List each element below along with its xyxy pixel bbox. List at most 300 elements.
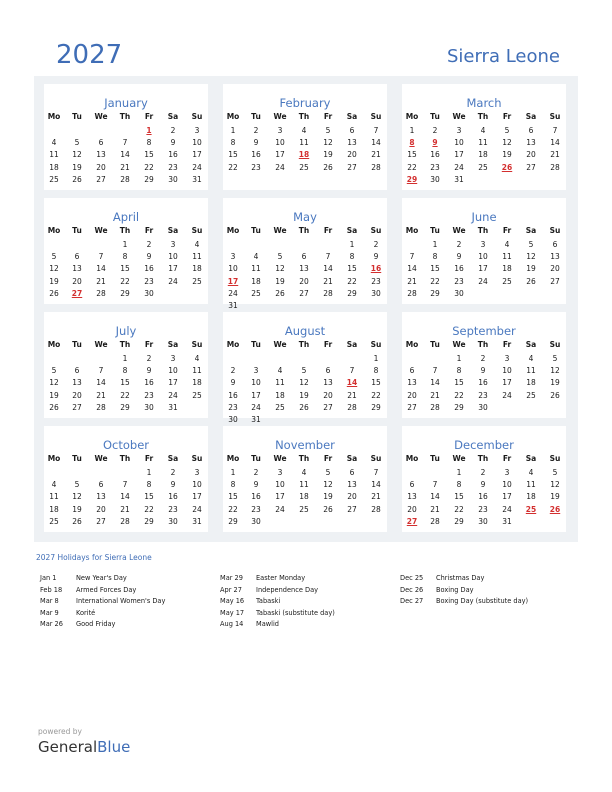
day: 18 bbox=[526, 378, 536, 388]
day: 4 bbox=[504, 240, 510, 249]
holiday-date: Dec 26 bbox=[400, 585, 424, 594]
day: 11 bbox=[478, 138, 488, 148]
weekday-header: Tu bbox=[72, 112, 82, 121]
day: 20 bbox=[407, 390, 417, 400]
day: 9 bbox=[480, 480, 486, 490]
day: 12 bbox=[323, 138, 333, 148]
day: 3 bbox=[277, 468, 283, 477]
day: 24 bbox=[192, 162, 202, 172]
day: 20 bbox=[550, 264, 560, 274]
day: 10 bbox=[192, 138, 202, 148]
weekday-header: Th bbox=[298, 226, 310, 235]
day: 30 bbox=[144, 288, 154, 298]
generalblue-logo bbox=[38, 738, 130, 756]
day: 1 bbox=[432, 240, 438, 249]
day: 16 bbox=[228, 390, 238, 400]
weekday-header: Su bbox=[549, 340, 561, 349]
day: 16 bbox=[168, 150, 178, 160]
day: 16 bbox=[478, 378, 488, 388]
holiday-day: 8 bbox=[409, 138, 415, 148]
day: 1 bbox=[230, 126, 236, 135]
weekday-header: Th bbox=[477, 112, 489, 121]
holiday-day: 17 bbox=[227, 276, 239, 286]
month-may bbox=[223, 198, 387, 310]
day: 29 bbox=[120, 402, 130, 412]
day: 29 bbox=[144, 174, 154, 184]
holiday-name: Mawlid bbox=[256, 620, 279, 628]
day: 6 bbox=[409, 480, 415, 490]
day: 8 bbox=[456, 366, 462, 376]
weekday-header: Th bbox=[119, 340, 131, 349]
day: 17 bbox=[478, 264, 488, 274]
day: 30 bbox=[228, 415, 238, 424]
day: 18 bbox=[275, 390, 285, 400]
weekday-header: Fr bbox=[323, 454, 333, 463]
day: 24 bbox=[275, 504, 285, 514]
day: 12 bbox=[526, 252, 536, 262]
weekday-header: Su bbox=[549, 226, 561, 235]
day: 4 bbox=[253, 252, 259, 262]
day: 4 bbox=[51, 480, 57, 490]
day: 25 bbox=[275, 402, 285, 412]
day: 30 bbox=[144, 402, 154, 412]
weekday-header: Tu bbox=[251, 226, 261, 235]
day: 16 bbox=[144, 264, 154, 274]
holiday-date: Apr 27 bbox=[220, 585, 242, 594]
day: 1 bbox=[409, 126, 415, 135]
weekday-header: Th bbox=[477, 454, 489, 463]
holiday-day: 1 bbox=[146, 126, 152, 135]
day: 12 bbox=[49, 378, 59, 388]
day: 28 bbox=[407, 288, 417, 298]
day: 27 bbox=[323, 402, 333, 412]
weekday-header: Sa bbox=[525, 454, 537, 463]
day: 23 bbox=[478, 504, 488, 514]
day: 29 bbox=[454, 516, 464, 526]
day: 11 bbox=[251, 264, 261, 274]
weekday-header: Mo bbox=[226, 454, 240, 463]
day: 19 bbox=[299, 390, 309, 400]
day: 5 bbox=[74, 480, 80, 490]
day: 24 bbox=[275, 162, 285, 172]
day: 10 bbox=[275, 480, 285, 490]
day: 12 bbox=[72, 492, 82, 502]
day: 8 bbox=[230, 138, 236, 148]
weekday-header: Tu bbox=[430, 454, 440, 463]
day: 8 bbox=[432, 252, 438, 262]
day: 4 bbox=[51, 138, 57, 148]
brand-general: General bbox=[38, 738, 98, 756]
day: 20 bbox=[407, 504, 417, 514]
day: 4 bbox=[528, 468, 534, 477]
day: 8 bbox=[146, 480, 152, 490]
day: 18 bbox=[49, 162, 59, 172]
day: 6 bbox=[325, 366, 331, 376]
day: 26 bbox=[323, 504, 333, 514]
weekday-header: Fr bbox=[502, 454, 512, 463]
day: 17 bbox=[168, 264, 178, 274]
weekday-header: Sa bbox=[346, 454, 358, 463]
day: 28 bbox=[430, 516, 440, 526]
day: 26 bbox=[49, 402, 59, 412]
day: 13 bbox=[526, 138, 536, 148]
day: 15 bbox=[454, 492, 464, 502]
day: 4 bbox=[194, 240, 200, 249]
day: 30 bbox=[251, 516, 261, 526]
month-march bbox=[402, 84, 566, 190]
day: 29 bbox=[144, 516, 154, 526]
day: 16 bbox=[251, 150, 261, 160]
day: 12 bbox=[550, 480, 560, 490]
month-name: December bbox=[454, 438, 514, 452]
weekday-header: Mo bbox=[405, 340, 419, 349]
holiday-date: Aug 14 bbox=[220, 620, 244, 628]
day: 25 bbox=[49, 174, 59, 184]
day: 28 bbox=[371, 162, 381, 172]
weekday-header: Fr bbox=[502, 112, 512, 121]
day: 2 bbox=[170, 468, 176, 477]
day: 5 bbox=[74, 138, 80, 148]
day: 30 bbox=[430, 174, 440, 184]
day: 28 bbox=[430, 402, 440, 412]
weekday-header: We bbox=[273, 340, 287, 349]
day: 23 bbox=[144, 276, 154, 286]
day: 6 bbox=[98, 138, 104, 148]
day: 8 bbox=[146, 138, 152, 148]
day: 15 bbox=[144, 150, 154, 160]
day: 15 bbox=[347, 264, 357, 274]
day: 22 bbox=[430, 276, 440, 286]
weekday-header: Fr bbox=[502, 340, 512, 349]
day: 26 bbox=[526, 276, 536, 286]
day: 20 bbox=[347, 150, 357, 160]
day: 9 bbox=[170, 138, 176, 148]
day: 7 bbox=[349, 366, 355, 376]
day: 20 bbox=[299, 276, 309, 286]
day: 7 bbox=[325, 252, 331, 262]
weekday-header: Mo bbox=[47, 454, 61, 463]
day: 30 bbox=[454, 288, 464, 298]
day: 1 bbox=[456, 468, 462, 477]
day: 29 bbox=[371, 402, 381, 412]
day: 2 bbox=[456, 240, 462, 249]
day: 2 bbox=[253, 468, 259, 477]
day: 7 bbox=[98, 366, 104, 376]
weekday-header: Su bbox=[549, 454, 561, 463]
day: 6 bbox=[349, 126, 355, 135]
holiday-day: 26 bbox=[501, 162, 513, 172]
day: 1 bbox=[349, 240, 355, 249]
powered-by-label: powered by bbox=[38, 727, 82, 736]
day: 4 bbox=[277, 366, 283, 376]
day: 14 bbox=[371, 138, 381, 148]
day: 17 bbox=[251, 390, 261, 400]
day: 16 bbox=[168, 492, 178, 502]
day: 12 bbox=[502, 138, 512, 148]
day: 13 bbox=[299, 264, 309, 274]
weekday-header: Su bbox=[370, 340, 382, 349]
day: 27 bbox=[347, 162, 357, 172]
weekday-header: Th bbox=[119, 112, 131, 121]
day: 22 bbox=[120, 390, 130, 400]
day: 11 bbox=[49, 150, 59, 160]
holiday-date: Mar 8 bbox=[40, 597, 59, 605]
weekday-header: Th bbox=[298, 112, 310, 121]
day: 8 bbox=[122, 366, 128, 376]
day: 23 bbox=[168, 162, 178, 172]
day: 20 bbox=[347, 492, 357, 502]
day: 24 bbox=[478, 276, 488, 286]
day: 28 bbox=[96, 288, 106, 298]
day: 7 bbox=[373, 126, 379, 135]
day: 8 bbox=[122, 252, 128, 262]
day: 12 bbox=[550, 366, 560, 376]
day: 5 bbox=[528, 240, 534, 249]
weekday-header: Fr bbox=[144, 112, 154, 121]
day: 14 bbox=[120, 492, 130, 502]
day: 20 bbox=[72, 276, 82, 286]
weekday-header: Fr bbox=[144, 454, 154, 463]
day: 5 bbox=[301, 366, 307, 376]
day: 16 bbox=[144, 378, 154, 388]
day: 4 bbox=[301, 468, 307, 477]
day: 21 bbox=[430, 504, 440, 514]
day: 29 bbox=[347, 288, 357, 298]
day: 28 bbox=[96, 402, 106, 412]
month-name: November bbox=[275, 438, 335, 452]
weekday-header: Tu bbox=[72, 454, 82, 463]
day: 25 bbox=[192, 390, 202, 400]
holiday-day: 29 bbox=[406, 174, 418, 184]
day: 21 bbox=[371, 150, 381, 160]
weekday-header: Fr bbox=[323, 226, 333, 235]
day: 12 bbox=[49, 264, 59, 274]
holiday-name: Independence Day bbox=[256, 585, 319, 594]
day: 10 bbox=[275, 138, 285, 148]
day: 28 bbox=[347, 402, 357, 412]
weekday-header: We bbox=[273, 454, 287, 463]
calendar-grid bbox=[34, 76, 578, 542]
day: 13 bbox=[72, 264, 82, 274]
weekday-header: Th bbox=[298, 340, 310, 349]
day: 30 bbox=[478, 516, 488, 526]
day: 13 bbox=[407, 378, 417, 388]
weekday-header: Fr bbox=[144, 340, 154, 349]
day: 23 bbox=[251, 162, 261, 172]
weekday-header: Tu bbox=[72, 226, 82, 235]
weekday-header: Sa bbox=[525, 226, 537, 235]
day: 5 bbox=[51, 252, 57, 262]
day: 10 bbox=[192, 480, 202, 490]
weekday-header: Th bbox=[477, 340, 489, 349]
day: 9 bbox=[253, 480, 259, 490]
day: 10 bbox=[454, 138, 464, 148]
day: 23 bbox=[371, 276, 381, 286]
day: 24 bbox=[168, 390, 178, 400]
weekday-header: Su bbox=[191, 340, 203, 349]
day: 11 bbox=[192, 252, 202, 262]
weekday-header: Su bbox=[549, 112, 561, 121]
day: 1 bbox=[146, 468, 152, 477]
day: 21 bbox=[347, 390, 357, 400]
day: 28 bbox=[550, 162, 560, 172]
holiday-date: Dec 25 bbox=[400, 574, 424, 582]
day: 16 bbox=[430, 150, 440, 160]
day: 23 bbox=[144, 390, 154, 400]
holiday-name: Armed Forces Day bbox=[76, 585, 137, 594]
day: 3 bbox=[253, 366, 259, 376]
day: 29 bbox=[120, 288, 130, 298]
day: 19 bbox=[323, 492, 333, 502]
weekday-header: Sa bbox=[346, 226, 358, 235]
weekday-header: Fr bbox=[144, 226, 154, 235]
day: 24 bbox=[251, 402, 261, 412]
day: 5 bbox=[552, 468, 558, 477]
day: 2 bbox=[480, 468, 486, 477]
day: 15 bbox=[407, 150, 417, 160]
day: 10 bbox=[168, 366, 178, 376]
holiday-name: International Women's Day bbox=[76, 597, 166, 605]
brand-blue: Blue bbox=[97, 738, 131, 756]
day: 13 bbox=[550, 252, 560, 262]
month-june bbox=[402, 198, 566, 304]
month-december bbox=[402, 426, 566, 532]
weekday-header: Sa bbox=[525, 112, 537, 121]
holiday-date: Dec 27 bbox=[400, 597, 424, 605]
day: 17 bbox=[275, 492, 285, 502]
holiday-day: 9 bbox=[432, 138, 438, 148]
day: 10 bbox=[228, 264, 238, 274]
weekday-header: Su bbox=[191, 226, 203, 235]
day: 25 bbox=[49, 516, 59, 526]
day: 5 bbox=[552, 354, 558, 363]
day: 10 bbox=[168, 252, 178, 262]
day: 26 bbox=[550, 390, 560, 400]
month-name: June bbox=[471, 210, 497, 224]
weekday-header: We bbox=[452, 226, 466, 235]
month-name: April bbox=[112, 210, 140, 224]
day: 9 bbox=[253, 138, 259, 148]
holiday-date: Mar 9 bbox=[40, 608, 59, 617]
day: 21 bbox=[323, 276, 333, 286]
day: 19 bbox=[502, 150, 512, 160]
day: 2 bbox=[230, 366, 236, 376]
day: 21 bbox=[550, 150, 560, 160]
day: 27 bbox=[526, 162, 536, 172]
day: 22 bbox=[228, 504, 238, 514]
weekday-header: Sa bbox=[167, 226, 179, 235]
day: 6 bbox=[98, 480, 104, 490]
holiday-day: 14 bbox=[346, 378, 358, 388]
day: 3 bbox=[230, 252, 236, 262]
holiday-name: Korité bbox=[76, 608, 96, 617]
day: 2 bbox=[373, 240, 379, 249]
weekday-header: Mo bbox=[405, 226, 419, 235]
holiday-name: Tabaski bbox=[256, 597, 281, 605]
day: 15 bbox=[430, 264, 440, 274]
holiday-date: Mar 29 bbox=[220, 574, 243, 582]
holiday-date: Jan 1 bbox=[40, 574, 57, 582]
day: 15 bbox=[144, 492, 154, 502]
day: 27 bbox=[96, 516, 106, 526]
holiday-day: 26 bbox=[549, 504, 561, 514]
day: 16 bbox=[251, 492, 261, 502]
day: 25 bbox=[478, 162, 488, 172]
day: 25 bbox=[502, 276, 512, 286]
day: 14 bbox=[430, 378, 440, 388]
day: 11 bbox=[192, 366, 202, 376]
day: 4 bbox=[301, 126, 307, 135]
day: 2 bbox=[480, 354, 486, 363]
weekday-header: We bbox=[452, 112, 466, 121]
day: 13 bbox=[347, 138, 357, 148]
day: 19 bbox=[72, 162, 82, 172]
day: 12 bbox=[275, 264, 285, 274]
day: 4 bbox=[480, 126, 486, 135]
day: 21 bbox=[371, 492, 381, 502]
day: 14 bbox=[96, 378, 106, 388]
day: 14 bbox=[120, 150, 130, 160]
holiday-name: Boxing Day bbox=[436, 585, 474, 594]
holiday-day: 18 bbox=[298, 150, 310, 160]
day: 10 bbox=[478, 252, 488, 262]
day: 19 bbox=[550, 378, 560, 388]
weekday-header: Mo bbox=[47, 340, 61, 349]
weekday-header: Sa bbox=[346, 340, 358, 349]
country-name: Sierra Leone bbox=[446, 46, 560, 67]
day: 31 bbox=[251, 415, 261, 424]
weekday-header: Mo bbox=[405, 454, 419, 463]
weekday-header: We bbox=[452, 340, 466, 349]
month-name: July bbox=[115, 324, 137, 338]
day: 31 bbox=[502, 516, 512, 526]
day: 9 bbox=[170, 480, 176, 490]
holiday-day: 27 bbox=[71, 288, 83, 298]
day: 20 bbox=[72, 390, 82, 400]
day: 6 bbox=[349, 468, 355, 477]
day: 31 bbox=[228, 301, 238, 310]
day: 2 bbox=[146, 354, 152, 363]
holiday-name: Christmas Day bbox=[436, 574, 485, 582]
day: 24 bbox=[228, 288, 238, 298]
day: 26 bbox=[49, 288, 59, 298]
day: 27 bbox=[72, 402, 82, 412]
weekday-header: Th bbox=[119, 226, 131, 235]
day: 19 bbox=[550, 492, 560, 502]
day: 22 bbox=[454, 390, 464, 400]
day: 25 bbox=[192, 276, 202, 286]
day: 11 bbox=[49, 492, 59, 502]
holiday-date: May 17 bbox=[220, 608, 245, 617]
day: 22 bbox=[407, 162, 417, 172]
day: 3 bbox=[170, 240, 176, 249]
month-november bbox=[223, 426, 387, 532]
day: 6 bbox=[74, 366, 80, 376]
day: 12 bbox=[323, 480, 333, 490]
day: 1 bbox=[122, 354, 128, 363]
day: 23 bbox=[430, 162, 440, 172]
day: 2 bbox=[432, 126, 438, 135]
month-name: September bbox=[452, 324, 516, 338]
month-name: February bbox=[279, 96, 331, 110]
day: 6 bbox=[301, 252, 307, 262]
day: 9 bbox=[230, 378, 236, 388]
day: 7 bbox=[373, 468, 379, 477]
weekday-header: Su bbox=[191, 112, 203, 121]
weekday-header: Sa bbox=[167, 454, 179, 463]
day: 25 bbox=[251, 288, 261, 298]
month-name: March bbox=[466, 96, 502, 110]
